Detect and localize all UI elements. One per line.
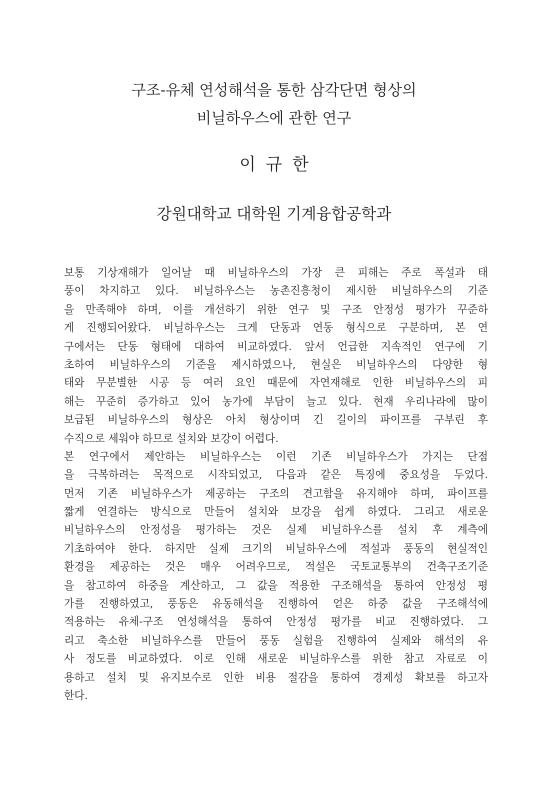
- abstract-line: 을 참고하여 하중을 계산하고, 그 값을 적용한 구조해석을 통하여 안정성 평: [64, 579, 488, 592]
- abstract-line: 짧게 연결하는 방식으로 만들어 설치와 보강을 쉽게 하였다. 그리고 새로운: [64, 506, 488, 519]
- abstract-line: 구에서는 단동 형태에 대하여 비교하였다. 앞서 언급한 지속적인 연구에 기: [64, 340, 488, 353]
- abstract-line: 보급된 비닐하우스의 형상은 아치 형상이며 긴 길이의 파이프를 구부린 후: [64, 414, 488, 427]
- thesis-title: [0, 76, 548, 132]
- abstract-line: 풍이 차지하고 있다. 비닐하우스는 농촌진흥청이 제시한 비닐하우스의 기준: [64, 285, 488, 298]
- abstract-line: 용하고 설치 및 유지보수로 인한 비용 절감을 통하여 경제성 확보를 하고자: [64, 671, 488, 684]
- abstract-line: 을 극복하려는 목적으로 시작되었고, 다음과 같은 특징에 중요성을 두었다.: [64, 469, 488, 482]
- abstract-line: 을 만족해야 하며, 이를 개선하기 위한 연구 및 구조 안정성 평가가 꾸준하: [64, 303, 488, 316]
- abstract-line: 해는 꾸준히 증가하고 있어 농가에 부담이 늘고 있다. 현재 우리나라에 많이: [64, 395, 488, 408]
- abstract-line: 리고 축소한 비닐하우스를 만들어 풍동 실험을 진행하여 실제와 해석의 유: [64, 634, 488, 647]
- abstract-line: 기초하여야 한다. 하지만 실제 크기의 비닐하우스에 적설과 풍동의 현실적인: [64, 542, 488, 555]
- abstract-line: 보통 기상재해가 일어날 때 비닐하우스의 가장 큰 피해는 주로 폭설과 태: [64, 267, 488, 279]
- title-line-1: 구조-유체 연성해석을 통한 삼각단면 형상의: [131, 81, 417, 99]
- abstract-line: 먼저 기존 비닐하우스가 제공하는 구조의 견고함을 유지해야 하며, 파이프를: [64, 487, 488, 500]
- abstract-body: [64, 264, 488, 705]
- abstract-line: 사 정도를 비교하였다. 이로 인해 새로운 비닐하우스를 위한 참고 자료로 이: [64, 653, 488, 666]
- author-name: 이규한: [239, 155, 319, 175]
- abstract-line: 초하여 비닐하우스의 기준을 제시하였으나, 현실은 비닐하우스의 다양한 형: [64, 358, 488, 371]
- title-line-2: 비닐하우스에 관한 연구: [196, 109, 352, 127]
- abstract-line: 적용하는 유체-구조 연성해석을 통하여 안정성 평가를 비교 진행하였다. 그: [64, 616, 488, 629]
- abstract-line: 수직으로 세워야 하므로 설치와 보강이 어렵다.: [64, 432, 279, 445]
- abstract-line: 비닐하우스의 안정성을 평가하는 것은 실제 비닐하우스를 설치 후 계측에: [64, 524, 488, 537]
- abstract-line: 가를 진행하였고, 풍동은 유동해석을 진행하여 얻은 하중 값을 구조해석에: [64, 598, 488, 611]
- author-affiliation: 강원대학교 대학원 기계융합공학과: [156, 205, 392, 223]
- abstract-line: 본 연구에서 제안하는 비닐하우스는 이런 기존 비닐하우스가 가지는 단점: [64, 450, 488, 463]
- abstract-line: 환경을 제공하는 것은 매우 어려우므로, 적설은 국토교통부의 건축구조기준: [64, 561, 488, 574]
- abstract-line: 한다.: [64, 689, 88, 702]
- abstract-line: 태와 무분별한 시공 등 여러 요인 때문에 자연재해로 인한 비닐하우스의 피: [64, 377, 488, 390]
- abstract-line: 게 진행되어왔다. 비닐하우스는 크게 단동과 연동 형식으로 구분하며, 본 연: [64, 322, 488, 335]
